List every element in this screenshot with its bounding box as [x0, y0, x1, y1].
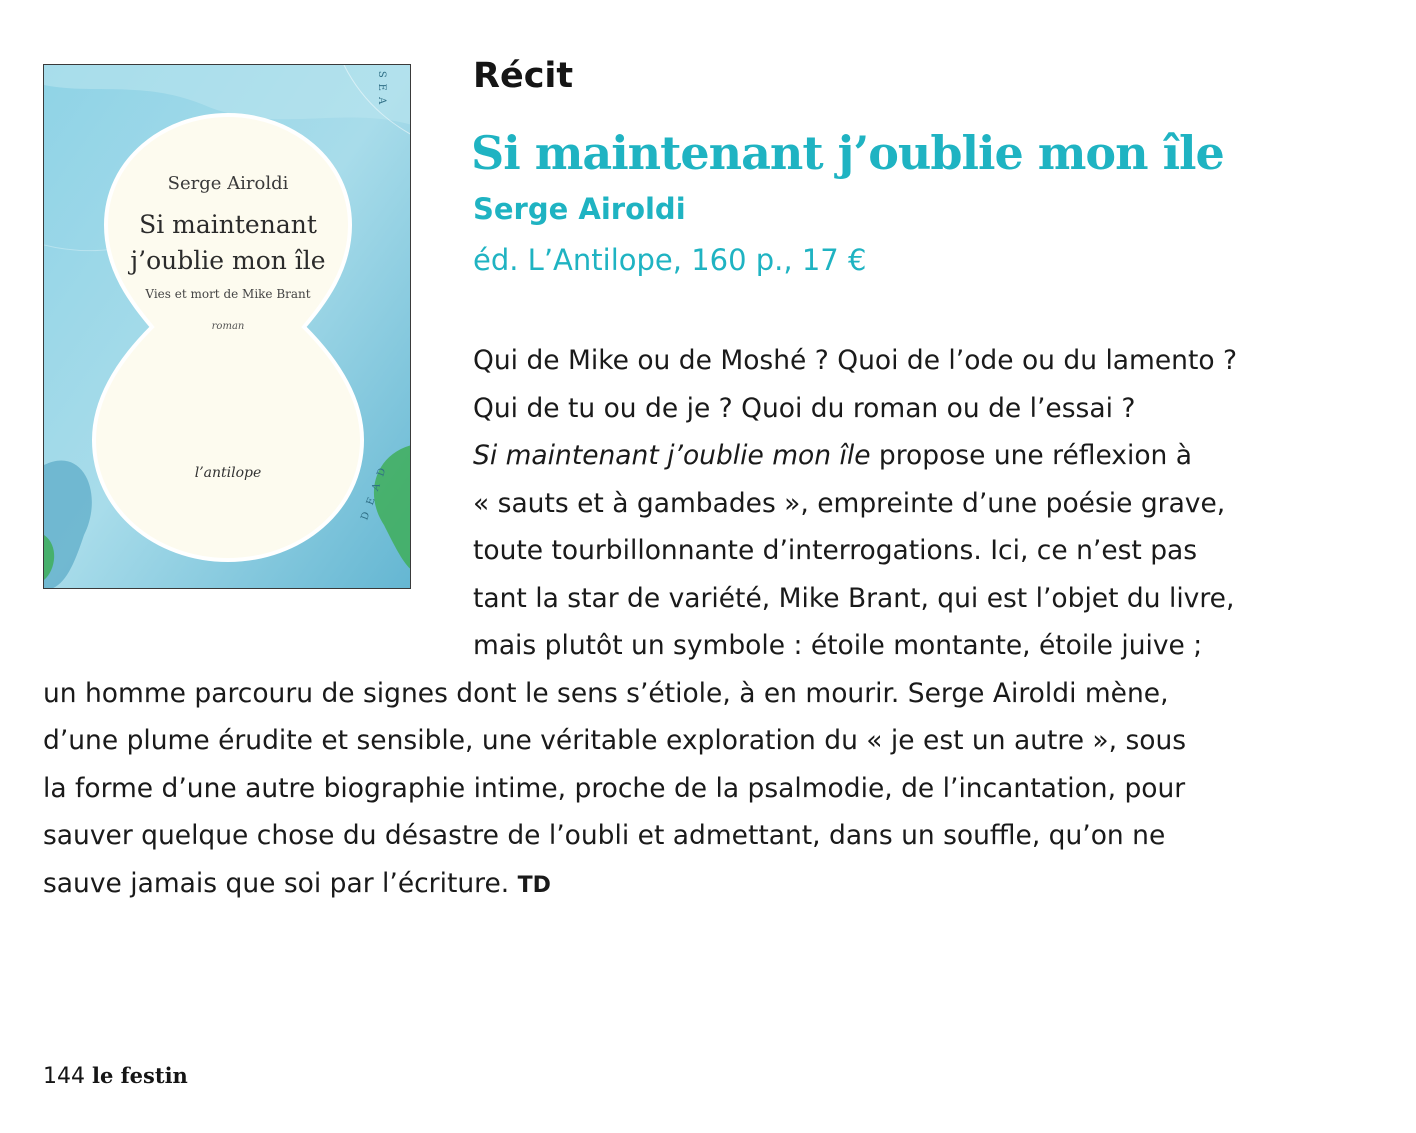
cover-title: [44, 207, 411, 279]
cover-map-label-dead: DEAD: [359, 459, 392, 522]
cover-title-line2: j’oublie mon île: [130, 246, 326, 275]
review-title-italic: Si maintenant j’oublie mon île: [473, 440, 871, 471]
review-text: [43, 337, 1388, 909]
review-line-last: [43, 860, 1388, 910]
magazine-name: le festin: [92, 1063, 188, 1088]
review-line: [43, 432, 1388, 480]
cover-map-label-sea: SEA: [376, 70, 388, 111]
review-line: sauver quelque chose du désastre de l’oubli et admettant, dans un souffle, qu’on ne: [43, 820, 1166, 851]
cover-subtitle: Vies et mort de Mike Brant: [145, 287, 311, 301]
review-line: Qui de Mike ou de Moshé ? Quoi de l’ode ou du lamento ?: [473, 345, 1238, 376]
cover-title-line1: Si maintenant: [139, 210, 317, 239]
section-kicker: Récit: [473, 56, 574, 96]
review-line: la forme d’une autre biographie intime, proche de la psalmodie, de l’incantation, pour: [43, 772, 1186, 804]
review-line: tant la star de variété, Mike Brant, qui est l’objet du livre,: [473, 582, 1235, 614]
review-line: « sauts et à gambades », empreinte d’une poésie grave,: [473, 487, 1226, 519]
cover-publisher-logo: l’antilope: [194, 465, 262, 481]
review-line: d’une plume érudite et sensible, une véritable exploration du « je est un autre », sous: [43, 725, 1187, 756]
cover-genre: roman: [211, 321, 245, 332]
book-author: Serge Airoldi: [473, 192, 686, 226]
reviewer-signature: TD: [517, 872, 551, 898]
cover-author: Serge Airoldi: [167, 173, 289, 194]
review-line: mais plutôt un symbole : étoile montante, étoile juive ;: [473, 630, 1203, 661]
review-line-rest: propose une réflexion à: [870, 440, 1193, 471]
page-footer: [43, 1063, 188, 1089]
review-line-text: sauve jamais que soi par l’écriture.: [43, 867, 510, 899]
review-line: toute tourbillonnante d’interrogations. Ici, ce n’est pas: [473, 535, 1198, 566]
review-line: Qui de tu ou de je ? Quoi du roman ou de l’essai ?: [473, 392, 1136, 424]
page-number: 144: [43, 1064, 85, 1089]
book-edition: éd. L’Antilope, 160 p., 17 €: [473, 243, 867, 277]
review-line: un homme parcouru de signes dont le sens s’étiole, à en mourir. Serge Airoldi mène,: [43, 677, 1169, 709]
book-title: Si maintenant j’oublie mon île: [471, 126, 1224, 180]
